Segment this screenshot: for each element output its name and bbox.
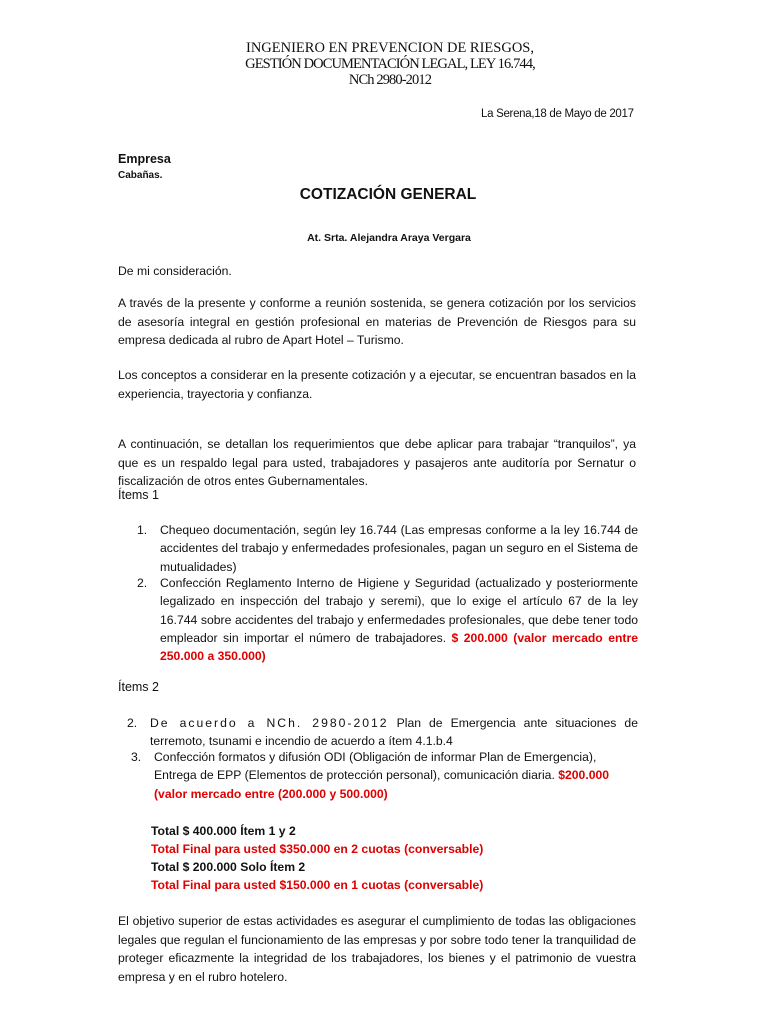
paragraph-requirements: A continuación, se detallan los requerimientos que debe aplicar para trabajar “tranquilos”, ya que es un respaldo legal para usted, trabajadores y pasajeros ante auditoría por Sernatur o fiscalización de otros entes Gubernamentales.	[118, 437, 636, 488]
list-item-number: 3.	[131, 750, 142, 764]
greeting: De mi consideración.	[118, 264, 232, 278]
letterhead	[0, 40, 768, 88]
list-item-text: Confección formatos y difusión ODI (Obligación de informar Plan de Emergencia), Entrega de EPP (Elementos de protección personal), comunicación diaria.	[154, 750, 597, 783]
list-item-text: Plan de Emergencia ante situaciones de terremoto, tsunami e incendio de acuerdo a ítem 4.1.b.4	[150, 716, 638, 749]
items-1-heading: Ítems 1	[118, 488, 159, 502]
list-item	[137, 521, 638, 576]
final-total-1-installment: Total Final para usted $150.000 en 1 cuotas (conversable)	[151, 878, 484, 892]
list-item	[127, 714, 638, 751]
paragraph-concepts: Los conceptos a considerar en la presente cotización y a ejecutar, se encuentran basados en la experiencia, trayectoria y confianza.	[118, 368, 636, 401]
list-item-number: 1.	[137, 523, 148, 537]
attention-line: At. Srta. Alejandra Araya Vergara	[307, 232, 471, 244]
list-item-standard: De acuerdo a NCh. 2980-2012	[150, 716, 389, 730]
list-item-price: $200.000 (valor mercado entre (200.000 y 500.000)	[154, 768, 610, 801]
list-item-price: $ 200.000 (valor mercado entre 250.000 a 350.000)	[160, 630, 638, 664]
final-total-2-installments: Total Final para usted $350.000 en 2 cuotas (conversable)	[151, 842, 484, 856]
list-item-number: 2.	[137, 576, 148, 590]
list-item-number: 2.	[127, 716, 138, 730]
letterhead-line-2: GESTIÓN DOCUMENTACIÓN LEGAL, LEY 16.744,	[245, 56, 535, 72]
letterhead-line-1: INGENIERO EN PREVENCION DE RIESGOS,	[246, 40, 534, 56]
paragraph-closing: El objetivo superior de estas actividades es asegurar el cumplimiento de todas las obligaciones legales que regulan el funcionamiento de las empresas y por sobre todo tener la tranquilidad de proteger eficazmente la integridad de los trabajadores, los bienes y el patrimonio de vuestra empresa y en el rubro hotelero.	[118, 914, 636, 984]
letterhead-line-3: NCh 2980-2012	[348, 72, 432, 88]
total-items-1-2: Total $ 400.000 Ítem 1 y 2	[151, 824, 296, 838]
document-title: COTIZACIÓN GENERAL	[299, 186, 477, 203]
letter-date: La Serena,18 de Mayo de 2017	[481, 108, 634, 120]
total-item-2: Total $ 200.000 Solo Ítem 2	[151, 860, 306, 874]
list-item-text: Confección Reglamento Interno de Higiene y Seguridad (actualizado y posteriormente legalizado en inspección del trabajo y seremi), que lo exige el artículo 67 de la ley 16.744 sobre accidentes del trabajo y enfermedades profesionales, que debe tener todo empleador sin importar el número de trabajadores.	[160, 576, 638, 645]
company-label: Empresa	[118, 152, 171, 166]
list-item	[131, 748, 638, 803]
totals-block	[151, 822, 483, 894]
company-name: Cabañas.	[118, 170, 163, 181]
items-2-heading: Ítems 2	[118, 680, 159, 694]
list-item-text: Chequeo documentación, según ley 16.744 (Las empresas conforme a la ley 16.744 de accidentes del trabajo y enfermedades profesionales, pagan un seguro en el Sistema de mutualidades)	[160, 523, 638, 574]
paragraph-intro: A través de la presente y conforme a reunión sostenida, se genera cotización por los servicios de asesoría integral en gestión profesional en materias de Prevención de Riesgos para su empresa dedicada al rubro de Apart Hotel – Turismo.	[118, 296, 636, 347]
list-item	[137, 574, 638, 665]
